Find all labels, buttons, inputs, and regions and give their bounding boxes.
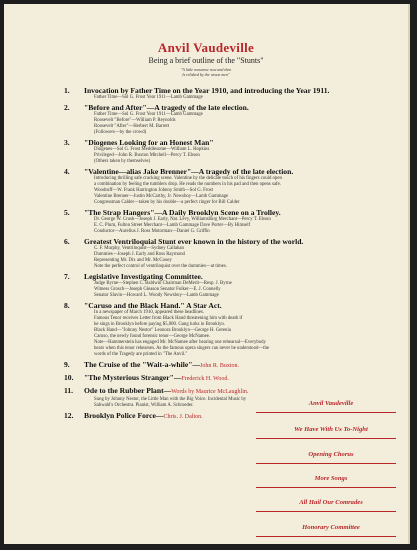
item-detail: words of the Tragedy are printed in "The Anvil.": [94, 352, 188, 357]
program-item: [64, 103, 384, 136]
item-detail: Congressman Calder—taken by his double—a perfect ringer for Bill Calder: [94, 200, 240, 205]
item-detail: Sabwahl's Orchestra. Pianist, William A. Schroeder.: [94, 403, 194, 408]
item-detail: hears when this tenor rehearses. As the famous opera singers can never be understood—the: [94, 346, 270, 351]
item-title-text: "The Strap Hangers"—A Daily Brooklyn Scene on a Trolley.: [84, 208, 281, 217]
item-detail: Introducing thrilling safe cracking scene. Valentine by the delicate touch of his fingers could open: [94, 176, 282, 181]
program-item: [64, 86, 384, 101]
item-detail: Valentine Brenner—Justin McCarthy, Jr. Newsboy—Lamb Gammage: [94, 194, 229, 199]
index-entry: More Songs: [314, 475, 348, 482]
item-detail: a combination by feeling the tumblers drop. He reads the numbers in his pad and then opens safe.: [94, 182, 281, 187]
item-detail: Famous Tenor receives Letter from Black Hand threatening him with death if: [94, 316, 243, 321]
index-rule: [256, 412, 396, 413]
item-detail: Conductor—Aurelius J. Ross Motorman—Daniel G. Griffin: [94, 229, 210, 234]
item-detail: Roosevelt "After"—Herbert M. Barrett: [94, 124, 170, 129]
index-rule: [256, 438, 396, 439]
index-rule: [256, 463, 396, 464]
item-title: [84, 208, 384, 217]
item-title-text: Legislative Investigating Committee.: [84, 272, 203, 281]
motto-line: "A little nonsense now and then: [180, 67, 232, 72]
index-rule: [256, 536, 396, 537]
index-entry: We Have With Us To-Night: [294, 426, 368, 433]
page-title: Anvil Vaudeville: [157, 40, 255, 55]
item-title-text: "Caruso and the Black Hand." A Star Act.: [84, 301, 222, 310]
item-title-text: Brooklyn Police Force—: [84, 411, 164, 420]
item-title-text: Ode to the Rubber Plant—: [84, 386, 172, 395]
item-number: 12.: [64, 411, 74, 420]
item-number: 4.: [64, 167, 70, 176]
index-rule: [256, 487, 396, 488]
motto: [4, 67, 408, 77]
item-title: [84, 301, 384, 310]
item-detail: Senator Slavin—Howard L. Woody Newsboy—Lamb Gammage: [94, 293, 219, 298]
item-detail: Privileged—John R. Buxton Mitchell—Percy T. Ebson: [94, 153, 200, 158]
item-number: 7.: [64, 272, 70, 281]
item-number: 6.: [64, 237, 70, 246]
item-title: [84, 237, 384, 246]
item-title-text: "The Mysterious Stranger"—: [84, 373, 182, 382]
item-detail: Dummies—Joseph J. Early and Ross Raymond: [94, 252, 185, 257]
item-detail: Father Time—Sol G. Frost Year 1911—Lamb Gammage: [94, 95, 203, 100]
item-detail: Representing Mr. Dix and Mr. McCooey: [94, 258, 172, 263]
program-item: [64, 208, 384, 235]
item-number: 1.: [64, 86, 70, 95]
program-sheet: [4, 4, 410, 544]
item-title: [84, 86, 384, 95]
item-performer: Words by Maurice McLaughlin.: [171, 389, 249, 395]
item-detail: Note—Hammerstein has engaged Mr. McNamee after hearing one rehearsal—Everybody: [94, 340, 266, 345]
item-detail: (Followers—by the crowd): [94, 130, 147, 135]
item-detail: Judge Byrne—Stephen C. Baldwin Chairman DeMerit—Resp. J. Byrne: [94, 281, 232, 286]
program-item: [64, 301, 384, 358]
program-item: [64, 167, 384, 206]
item-title-text: The Cruise of the "Wait-a-while"—: [84, 360, 201, 369]
item-performer: Chris. J. Dalton.: [163, 414, 203, 420]
item-number: 8.: [64, 301, 70, 310]
index-entry: Honorary Committee: [302, 524, 360, 531]
item-detail: Witness Grosch—Joseph Gleason Senator Folker—E. J. Connelly: [94, 287, 221, 292]
item-number: 2.: [64, 103, 70, 112]
item-title: [84, 360, 384, 371]
page-subtitle: Being a brief outline of the "Stunts": [148, 56, 264, 65]
item-detail: (Others taken by themselves): [94, 159, 151, 164]
item-detail: Roosevelt "Before"—William P. Reynolds: [94, 118, 176, 123]
item-detail: In a newspaper of March 1910, appeared these headlines.: [94, 310, 205, 315]
item-detail: he sings in Brooklyn before paying $5,000. Gang lurks in Brooklyn.: [94, 322, 225, 327]
index-entry: Anvil Vaudeville: [308, 400, 354, 407]
index-entry: Opening Chorus: [308, 451, 354, 458]
item-title-text: "Before and After"—A tragedy of the late election.: [84, 103, 249, 112]
item-title-text: "Valentine—alias Jake Brenner"—A tragedy of the late election.: [84, 167, 294, 176]
index-entry: All Hail Our Comrades: [299, 499, 363, 506]
item-title-text: "Diogenes Looking for an Honest Man": [84, 138, 214, 147]
item-detail: Dr. George W. Crush—Joseph J. Early, Nat. Levy, Williamsburg Merchant—Percy T. Ebson: [94, 217, 271, 222]
item-title-text: Greatest Ventriloquial Stunt ever known in the history of the world.: [84, 237, 304, 246]
item-performer: John R. Buxton.: [200, 363, 240, 369]
item-number: 9.: [64, 360, 70, 369]
item-detail: C. F. Murphy, Ventriloquist—Sydney Callahan: [94, 246, 184, 251]
item-performer: Frederick H. Wood.: [181, 376, 229, 382]
program-item: [64, 138, 384, 165]
program-item: [64, 237, 384, 270]
item-detail: Note the perfect control of ventriloquist over the dummies—at times.: [94, 264, 227, 269]
item-title: [84, 167, 384, 176]
item-detail: E. C. Plum, Fulton Street Merchant—Lamb Gammage Dave Porter—By Himself: [94, 223, 251, 228]
program-item: [64, 272, 384, 299]
item-detail: Diogenes—Sol G. Frost Meddlesome—William L. Hopkins: [94, 147, 210, 152]
item-title: [84, 272, 384, 281]
item-number: 5.: [64, 208, 70, 217]
item-detail: Father Time—Sol G. Frost Year 1911—Lamb Gammage: [94, 112, 203, 117]
item-number: 3.: [64, 138, 70, 147]
item-detail: Woodruff—W. Frank Harrington Johnny Smith—Sol G. Frost: [94, 188, 214, 193]
item-title-text: Invocation by Father Time on the Year 1910, and introducing the Year 1911.: [84, 86, 330, 95]
motto-line: Is relished by the wisest men": [182, 72, 230, 77]
program-item: [64, 360, 384, 371]
item-number: 10.: [64, 373, 74, 382]
index-rule: [256, 511, 396, 512]
item-number: 11.: [64, 386, 74, 395]
item-detail: Sung by Johnny Nestor, the Little Man with the Big Voice. Incidental Music by: [94, 397, 247, 402]
item-title: [84, 103, 384, 112]
item-title: [84, 138, 384, 147]
program-item: [64, 373, 384, 384]
program-items: [64, 86, 384, 424]
item-title: [84, 386, 384, 397]
item-detail: Caruso, the newly found forensic tenor—George McNamee.: [94, 334, 211, 339]
item-detail: Black Hand—"Johnny Nestor" Leonora Brooklyn—George H. Gerenia: [94, 328, 231, 333]
item-title: [84, 373, 384, 384]
